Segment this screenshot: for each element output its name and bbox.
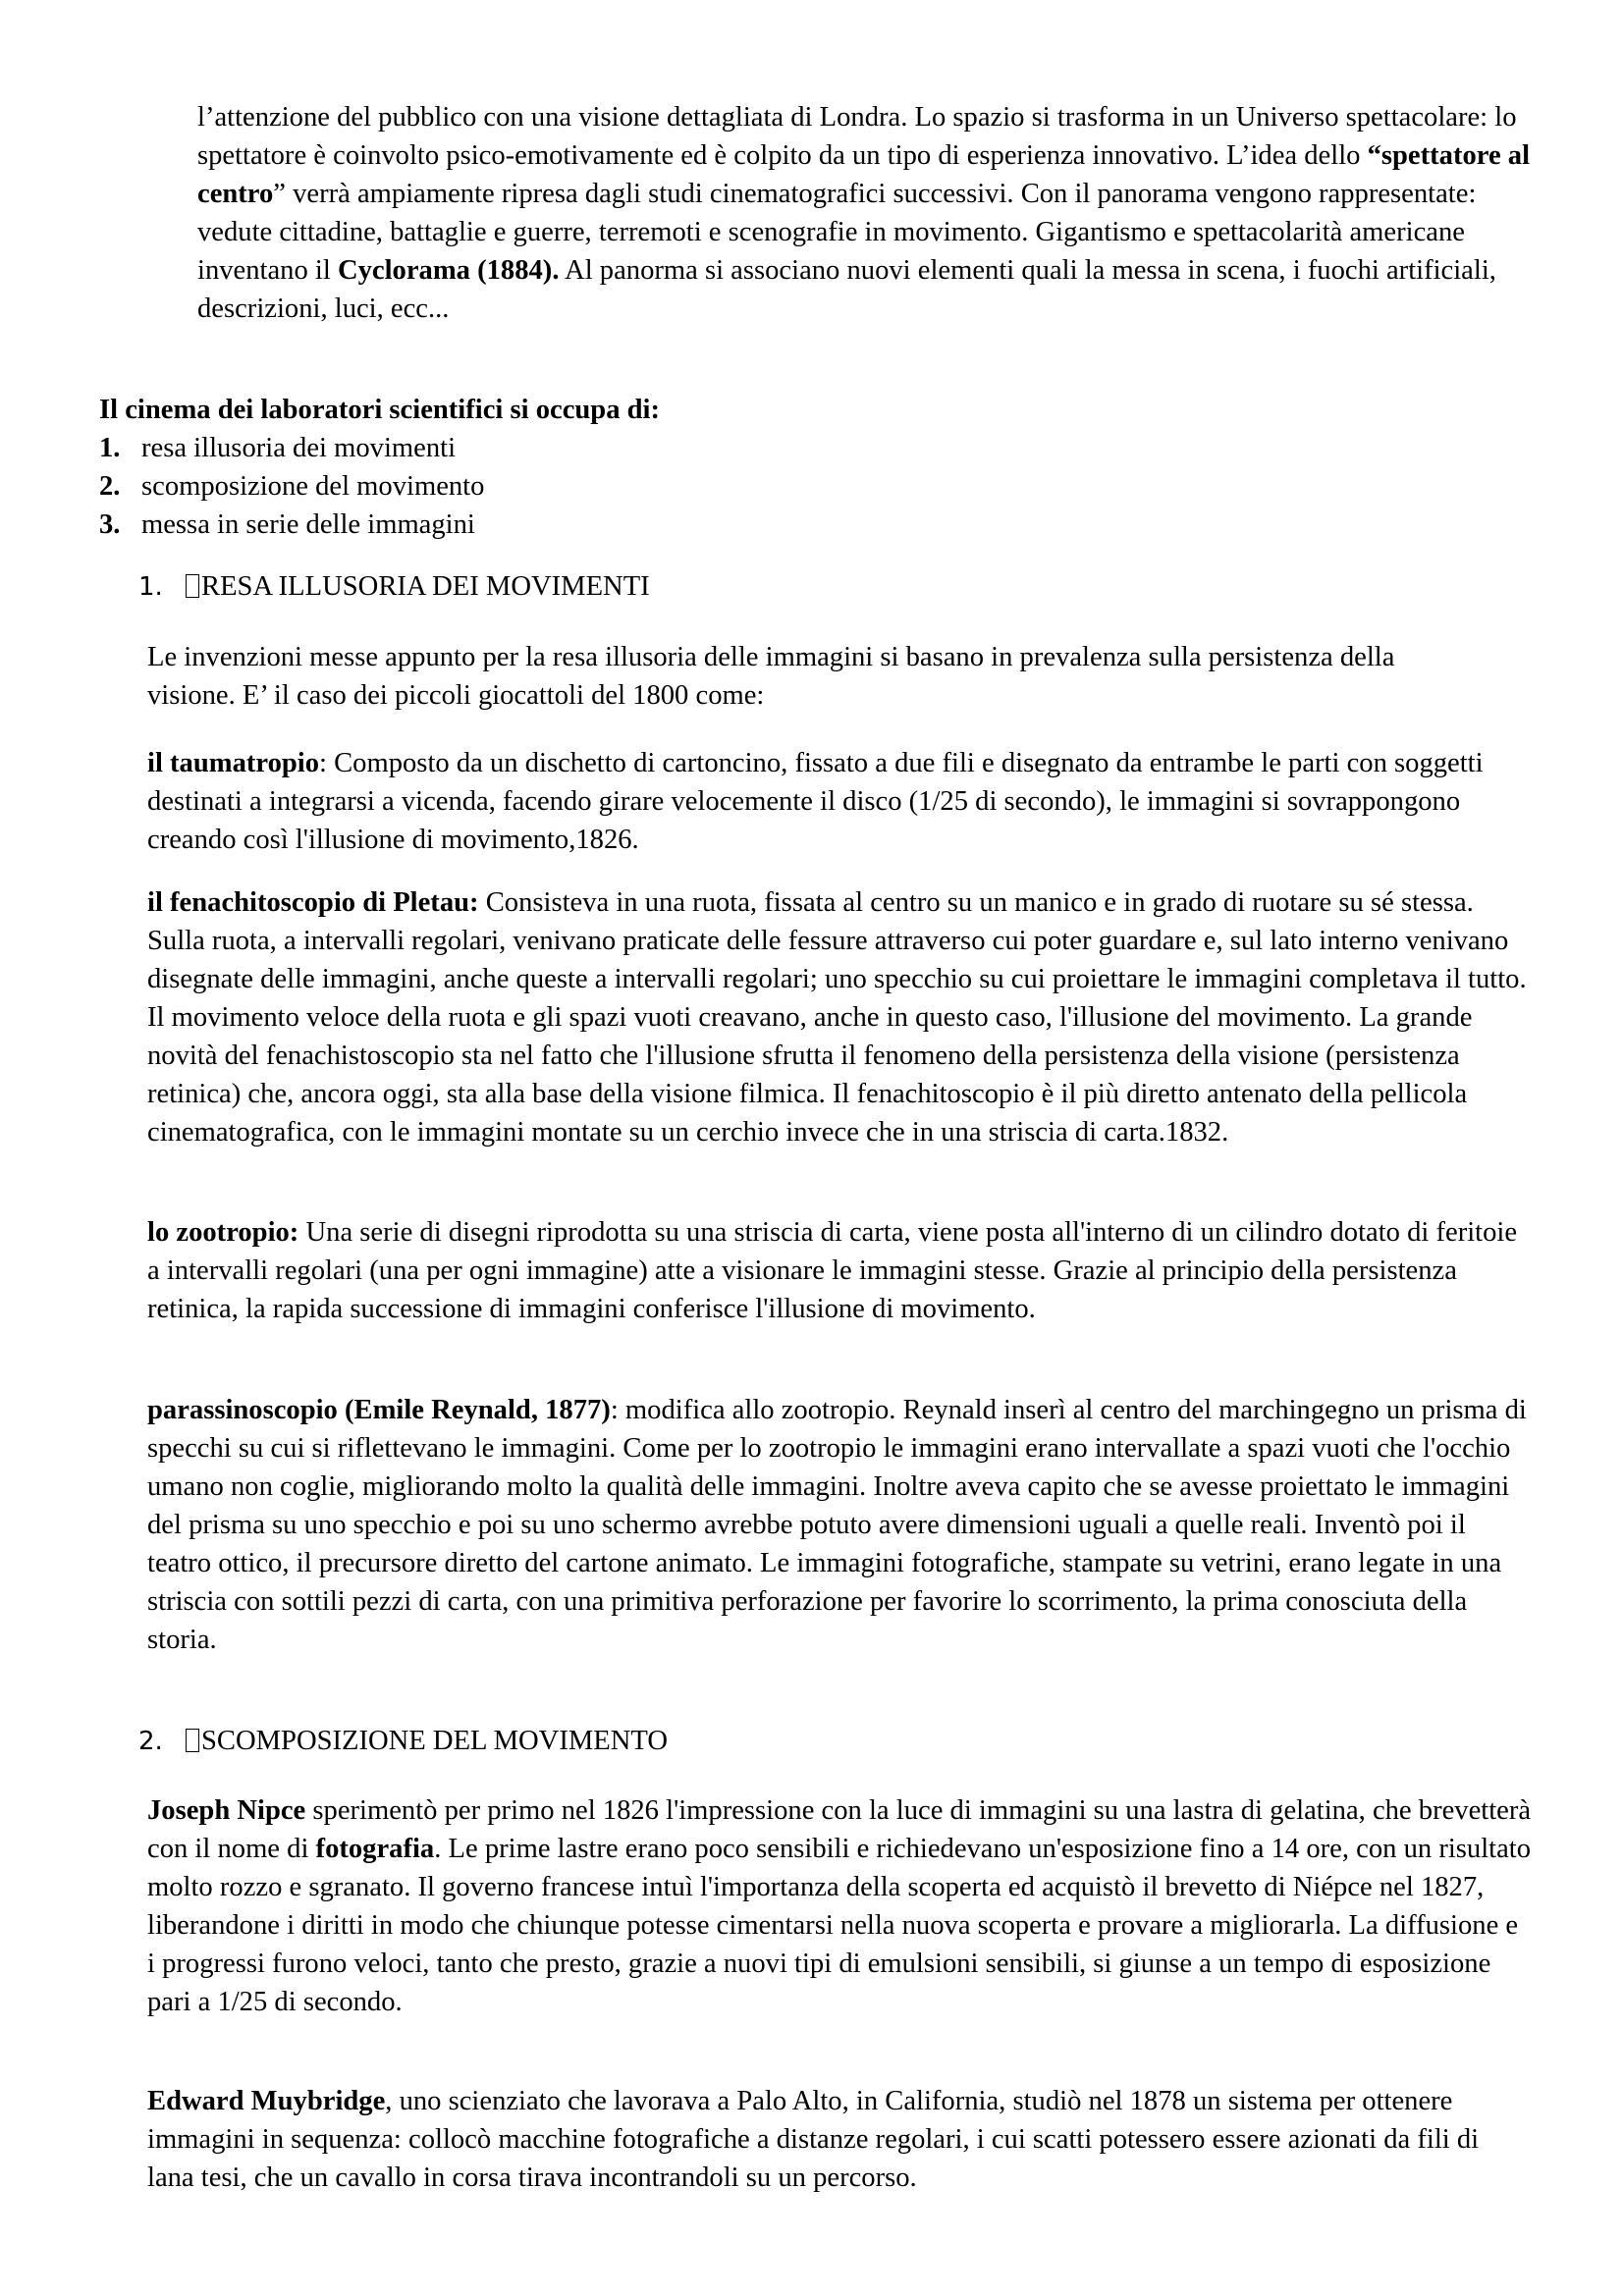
muybridge-paragraph <box>147 2082 1532 2197</box>
list-text: scomposizione del movimento <box>141 471 485 502</box>
intro-text: Al panorma si associano nuovi elementi quali la messa in scena, i fuochi artificiali, descrizioni, luci, ecc... <box>197 255 1496 324</box>
term-bold: parassinoscopio (Emile Reynald, 1877) <box>147 1395 611 1425</box>
intro-bold-term: “spettatore al centro <box>197 140 1531 209</box>
section-title-text: SCOMPOSIZIONE DEL MOVIMENTO <box>201 1726 668 1756</box>
term-bold: fotografia <box>315 1834 435 1864</box>
section-title-text: RESA ILLUSORIA DEI MOVIMENTI <box>201 571 650 602</box>
list-number: 2. <box>99 471 121 502</box>
section-number: 1. <box>138 572 163 602</box>
term-text: Consisteva in una ruota, fissata al centro su un manico e in grado di ruotare su sé stessa. Sulla ruota, a intervalli regolari, venivano praticate delle fessure attraverso cui poter guardare e, sul lato interno venivano disegnate delle immagini, anche queste a intervalli regolari; uno specchio su cui proiettare le immagini completava il tutto. Il movimento veloce della ruota e gli spazi vuoti creavano, anche in questo caso, l'illusione del movimento. La grande novità del fenachistoscopio sta nel fatto che l'illusione sfrutta il fenomeno della persistenza della visione (persistenza retinica) che, ancora oggi, sta alla base della visione filmica. Il fenachitoscopio è il più diretto antenato della pellicola cinematografica, con le immagini montate su un cerchio invece che in una striscia di carta.1832. <box>147 887 1527 1148</box>
section-number: 2. <box>138 1727 163 1756</box>
term-text: sperimentò per primo nel 1826 l'impressione con la luce di immagini su una lastra di gelatina, che brevetterà con il nome di <box>147 1795 1532 1864</box>
list-item <box>99 467 484 506</box>
numbered-list <box>99 429 484 544</box>
section-title-2 <box>138 1722 668 1761</box>
term-bold: il taumatropio <box>147 748 320 778</box>
zootropio-paragraph <box>147 1213 1532 1328</box>
intro-bold-term: Cyclorama (1884). <box>337 255 560 286</box>
section-heading: Il cinema dei laboratori scientifici si occupa di: <box>99 395 661 425</box>
term-bold: lo zootropio: <box>147 1217 299 1248</box>
section-title-1 <box>138 567 650 607</box>
list-item <box>99 506 484 544</box>
fenachitoscopio-paragraph <box>147 883 1532 1151</box>
term-text: : modifica allo zootropio. Reynald inserì al centro del marchingegno un prisma di specchi su cui si riflettevano le immagini. Come per lo zootropio le immagini erano intervallate a spazi vuoti che l'occhio umano non coglie, migliorando molto la qualità delle immagini. Inoltre aveva capito che se avesse proiettato le immagini del prisma su uno specchio e poi su uno schermo avrebbe potuto avere dimensioni uguali a quelle reali. Inventò poi il teatro ottico, il precursore diretto del cartone animato. Le immagini fotografiche, stampate su vetrini, erano legate in una striscia con sottili pezzi di carta, con una primitiva perforazione per favorire lo scorrimento, la prima conosciuta della storia. <box>147 1395 1527 1655</box>
term-text: Una serie di disegni riprodotta su una striscia di carta, viene posta all'interno di un cilindro dotato di feritoie a intervalli regolari (una per ogni immagine) atte a visionare le immagini stesse. Grazie al principio della persistenza retinica, la rapida successione di immagini conferisce l'illusione di movimento. <box>147 1217 1518 1324</box>
missing-glyph-icon <box>186 574 199 598</box>
list-item <box>99 429 484 467</box>
missing-glyph-icon <box>186 1729 199 1752</box>
parassinoscopio-paragraph <box>147 1391 1532 1659</box>
taumatropio-paragraph <box>147 744 1532 859</box>
nipce-paragraph <box>147 1791 1532 2021</box>
term-text: . Le prime lastre erano poco sensibili e richiedevano un'esposizione fino a 14 ore, con un risultato molto rozzo e sgranato. Il governo francese intuì l'importanza della scoperta ed acquistò il brevetto di Niépce nel 1827, liberandone i diritti in modo che chiunque potesse cimentarsi nella nuova scoperta e provare a migliorarla. La diffusione e i progressi furono veloci, tanto che presto, grazie a nuovi tipi di emulsioni sensibili, si giunse a un tempo di esposizione pari a 1/25 di secondo. <box>147 1834 1532 2017</box>
term-bold: il fenachitoscopio di Pletau: <box>147 887 479 918</box>
term-text: : Composto da un dischetto di cartoncino, fissato a due fili e disegnato da entrambe le parti con soggetti destinati a integrarsi a vicenda, facendo girare velocemente il disco (1/25 di secondo), le immagini si sovrappongono creando così l'illusione di movimento,1826. <box>147 748 1484 855</box>
term-bold: Joseph Nipce <box>147 1795 306 1826</box>
list-text: resa illusoria dei movimenti <box>141 433 457 463</box>
term-bold: Edward Muybridge <box>147 2086 386 2116</box>
intro-paragraph <box>197 98 1533 328</box>
intro-text: ” verrà ampiamente ripresa dagli studi cinematografici successivi. Con il panorama vengono rappresentate: vedute cittadine, battaglie e guerre, terremoti e scenografie in movimento. Gigantismo e spettacolarità americane inventano il <box>197 179 1477 286</box>
term-text: , uno scienziato che lavorava a Palo Alto, in California, studiò nel 1878 un sistema per ottenere immagini in sequenza: collocò macchine fotografiche a distanze regolari, i cui scatti potessero essere azionati da fili di lana tesi, che un cavallo in corsa tirava incontrandoli su un percorso. <box>147 2086 1480 2193</box>
list-number: 3. <box>99 509 121 540</box>
list-number: 1. <box>99 433 121 463</box>
list-text: messa in serie delle immagini <box>141 509 475 540</box>
intro-text: l’attenzione del pubblico con una visione dettagliata di Londra. Lo spazio si trasforma in un Universo spettacolare: lo spettatore è coinvolto psico-emotivamente ed è colpito da un tipo di esperienza innovativo. L’idea dello <box>197 102 1517 171</box>
section1-intro: Le invenzioni messe appunto per la resa illusoria delle immagini si basano in prevalenza sulla persistenza della visione. E’ il caso dei piccoli giocattoli del 1800 come: <box>147 642 1395 711</box>
